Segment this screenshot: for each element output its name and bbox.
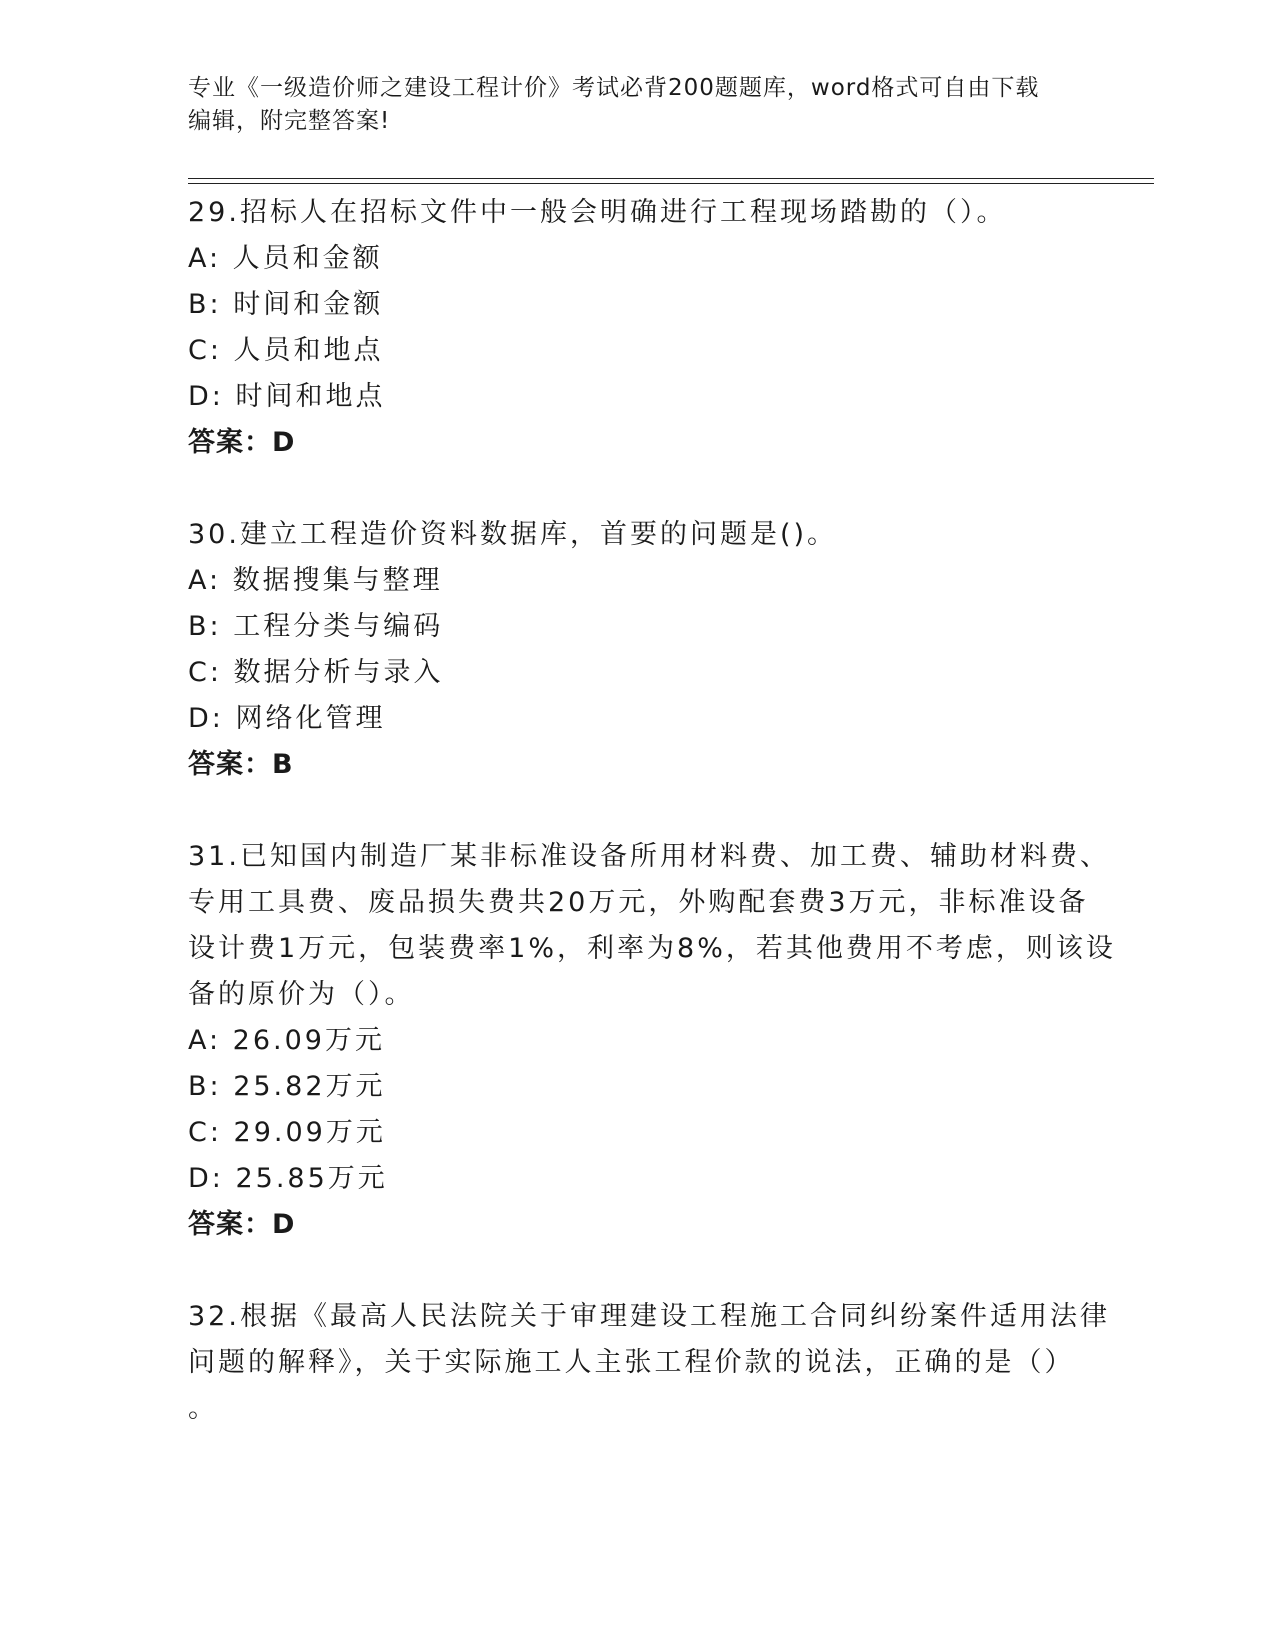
answer: 答案：D [188,427,296,458]
option-a: A: 数据搜集与整理 [188,565,443,596]
question-stem-line-3: 。 [188,1393,218,1424]
answer: 答案：D [188,1209,296,1240]
option-d: D: 25.85万元 [188,1163,388,1194]
document-header [188,72,1088,138]
option-c: C: 29.09万元 [188,1117,386,1148]
question-stem: 30.建立工程造价资料数据库，首要的问题是()。 [188,519,838,550]
question-32 [188,1294,1110,1432]
option-b: B: 时间和金额 [188,289,384,320]
option-c: C: 数据分析与录入 [188,657,444,688]
question-31 [188,834,1116,1248]
question-stem-line-1: 32.根据《最高人民法院关于审理建设工程施工合同纠纷案件适用法律 [188,1301,1110,1332]
option-d: D: 时间和地点 [188,381,386,412]
option-a: A: 26.09万元 [188,1025,385,1056]
question-stem-line-3: 设计费1万元，包装费率1%，利率为8%，若其他费用不考虑，则该设 [188,933,1116,964]
question-stem-line-1: 31.已知国内制造厂某非标准设备所用材料费、加工费、辅助材料费、 [188,841,1110,872]
header-line-2: 编辑，附完整答案! [188,108,391,134]
header-line-1: 专业《一级造价师之建设工程计价》考试必背200题题库，word格式可自由下载 [188,75,1040,101]
option-c: C: 人员和地点 [188,335,384,366]
option-b: B: 25.82万元 [188,1071,386,1102]
question-stem: 29.招标人在招标文件中一般会明确进行工程现场踏勘的（）。 [188,197,1007,228]
question-stem-line-2: 问题的解释》，关于实际施工人主张工程价款的说法，正确的是（） [188,1347,1075,1378]
question-29 [188,190,1088,466]
option-d: D: 网络化管理 [188,703,386,734]
question-list [188,190,1116,1478]
option-b: B: 工程分类与编码 [188,611,444,642]
question-30 [188,512,1088,788]
answer: 答案：B [188,749,294,780]
question-stem-line-4: 备的原价为（）。 [188,979,415,1010]
question-stem-line-2: 专用工具费、废品损失费共20万元，外购配套费3万元，非标准设备 [188,887,1089,918]
option-a: A: 人员和金额 [188,243,383,274]
header-divider [188,178,1154,184]
